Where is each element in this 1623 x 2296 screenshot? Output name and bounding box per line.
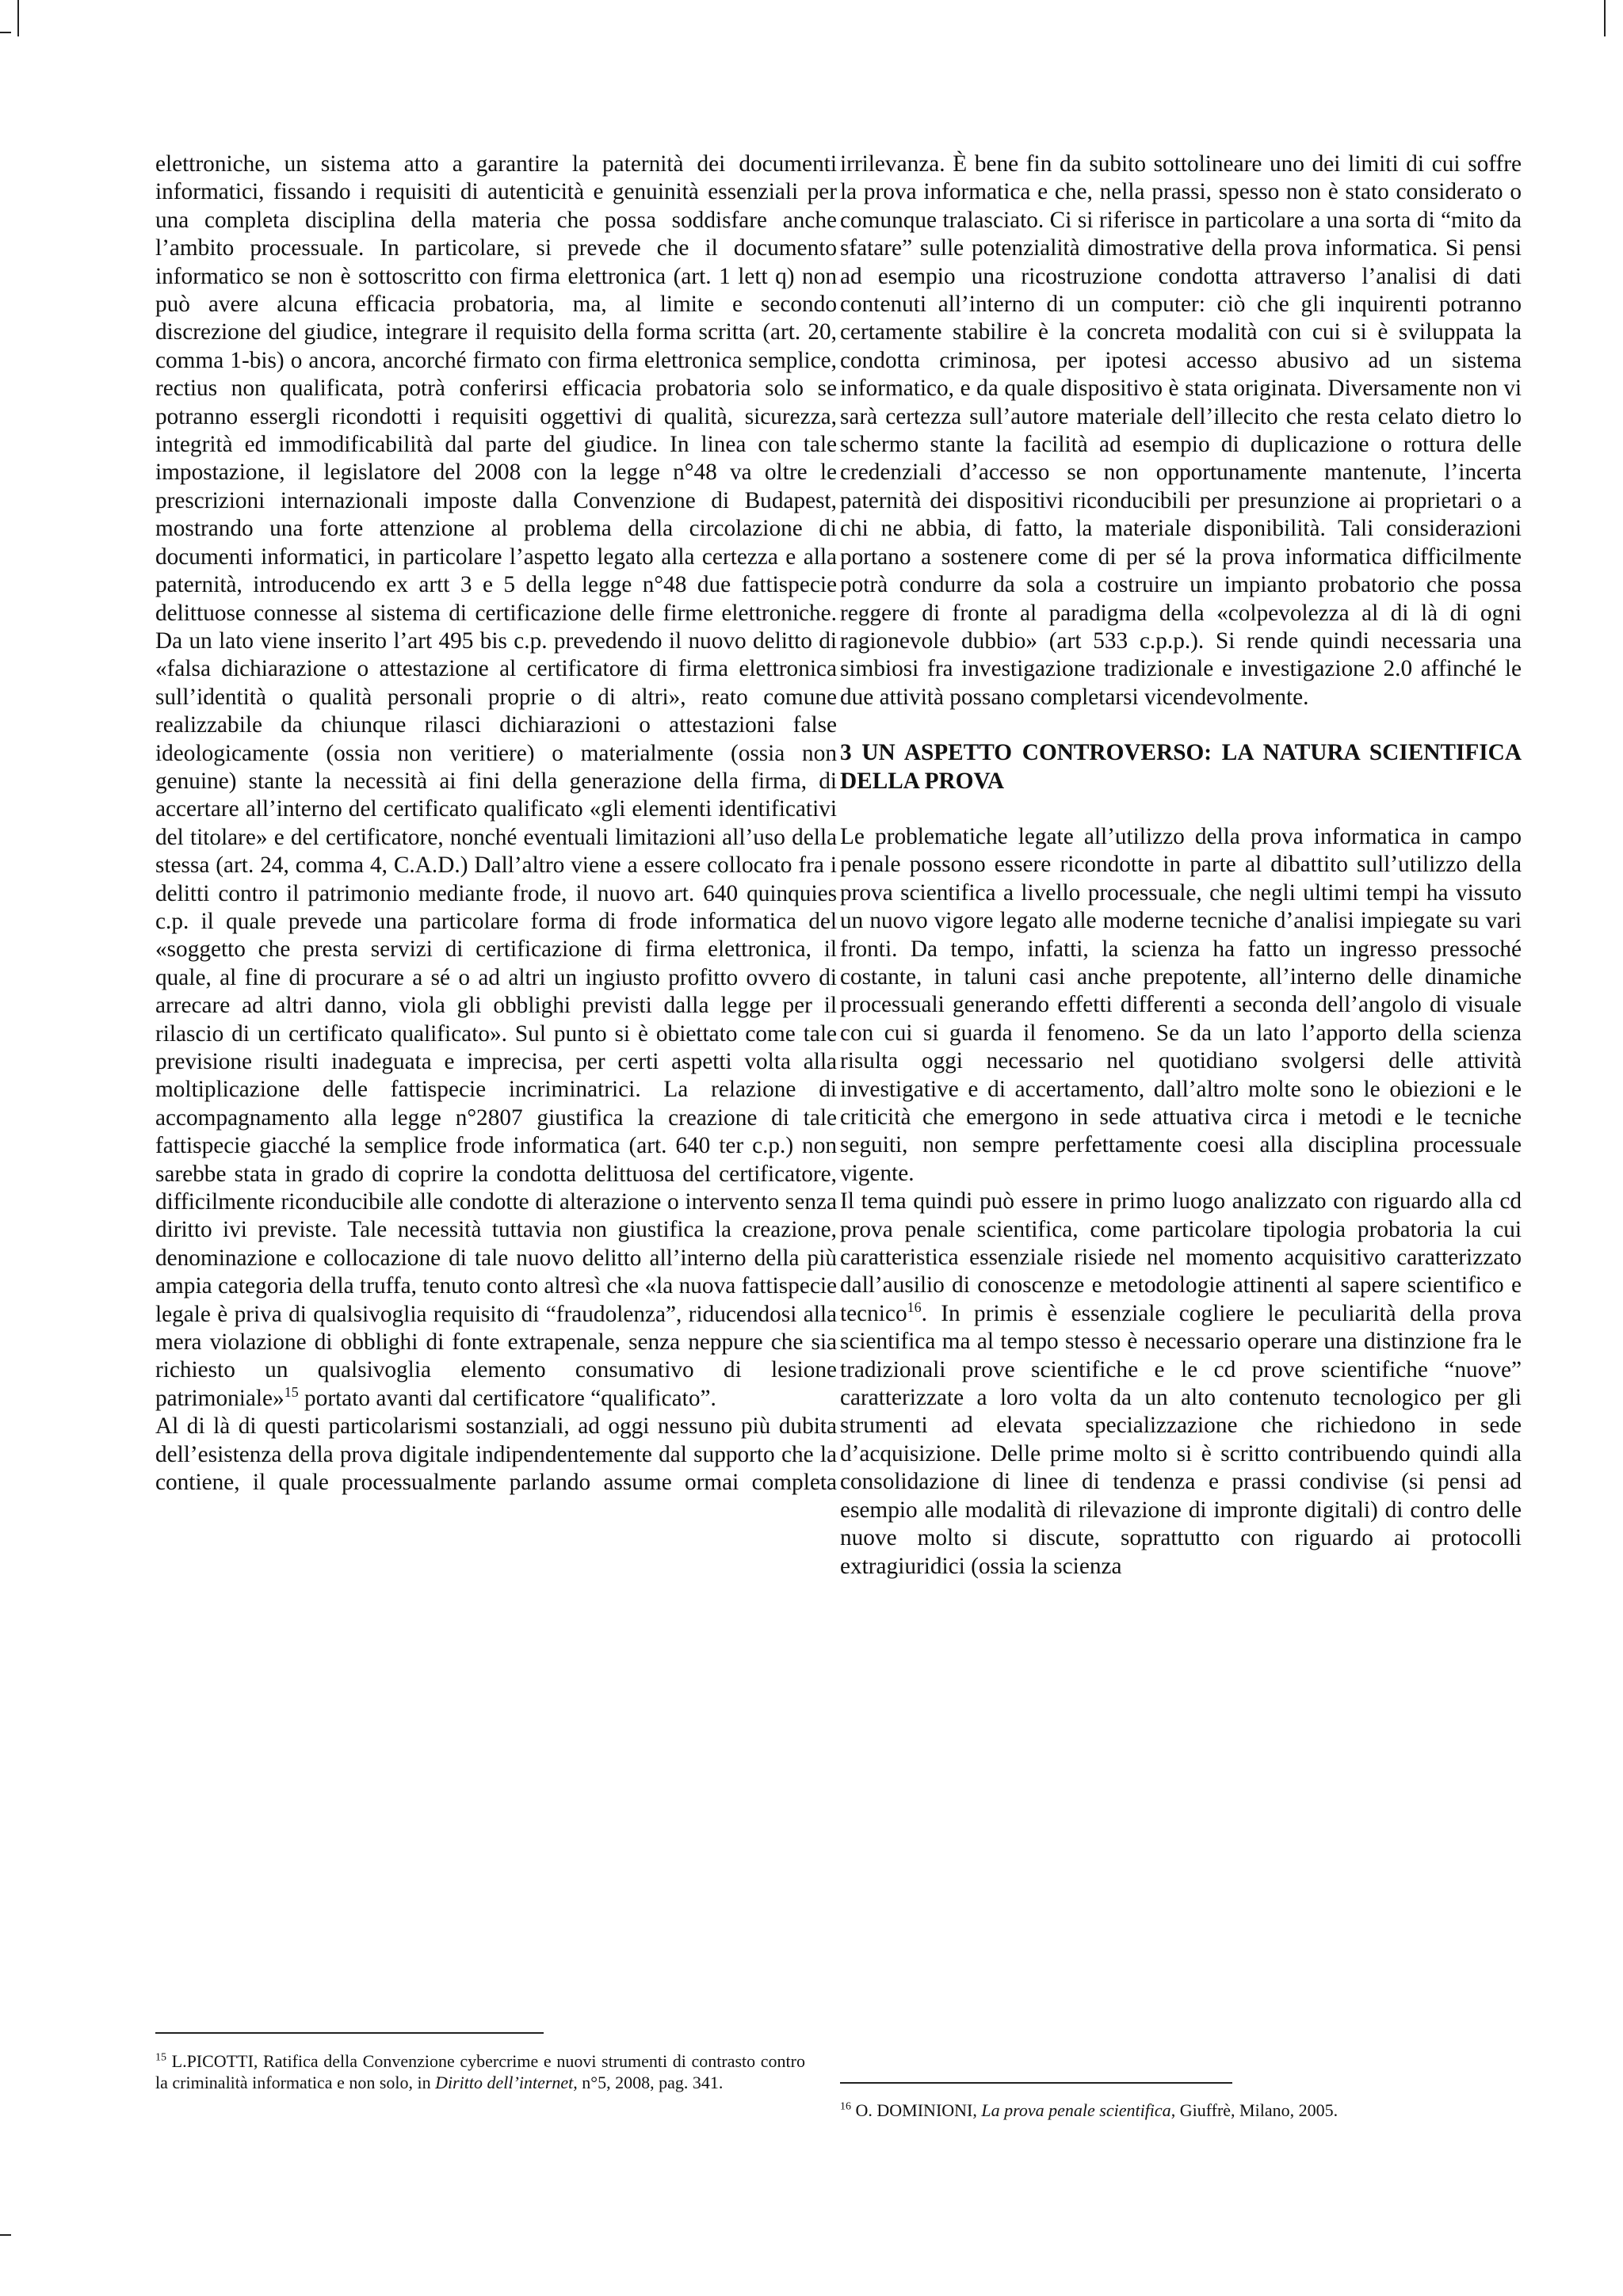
right-paragraph-2: Le problematiche legate all’utilizzo della prova informatica in campo penale possono essere ricondotte in parte al dibattito sull’utilizzo della prova scientifica a livello processuale, che negli ultimi tempi ha vissuto un nuovo vigore legato alle moderne tecniche d’analisi impiegate su vari fronti. Da tempo, infatti, la scienza ha fatto un ingresso pressoché costante, in taluni casi anche prepotente, all’interno delle dinamiche processuali generando effetti differenti a seconda dell’angolo di visuale con cui si guarda il fenomeno. Se da un lato l’apporto della scienza risulta oggi necessario nel quotidiano svolgersi delle attività investigative e di accertamento, dall’altro molte sono le obiezioni e le criticità che emergono in sede attuativa circa i metodi e le tecniche seguiti, non sempre perfettamente coesi alla disciplina processuale vigente. [840, 823, 1522, 1186]
footnote-15: $^{15}$ L.PICOTTI, Ratifica della Convenzione cybercrime e nuovi strumenti di contrasto contro la criminalità informatica e non solo, in Diritto dell’internet, n°5, 2008, pag. 341. [155, 2051, 805, 2092]
left-paragraph-2: Al di là di questi particolarismi sostanziali, ad oggi nessuno più dubita dell’esistenza della prova digitale indipendentemente dal supporto che la contiene, il quale processualmente parlando assume ormai completa [155, 1413, 837, 1496]
footnote-16: $^{16}$ O. DOMINIONI, La prova penale scientifica, Giuffrè, Milano, 2005. [840, 2100, 1338, 2120]
section-heading: 3 UN ASPETTO CONTROVERSO: LA NATURA SCIENTIFICA DELLA PROVA [840, 740, 1522, 794]
crop-mark-top-left [17, 0, 19, 36]
right-paragraph-1: irrilevanza. È bene fin da subito sottolineare uno dei limiti di cui soffre la prova informatica e che, nella prassi, spesso non è stato considerato o comunque tralasciato. Ci si riferisce in particolare a una sorta di “mito da sfatare” sulle potenzialità dimostrative della prova informatica. Si pensi ad esempio una ricostruzione condotta attraverso l’analisi di dati contenuti all’interno di un computer: ciò che gli inquirenti potranno certamente stabilire è la concreta modalità con cui si è sviluppata la condotta criminosa, per ipotesi accesso abusivo ad un sistema informatico, e da quale dispositivo è stata originata. Diversamente non vi sarà certezza sull’autore materiale dell’illecito che resta celato dietro lo schermo stante la facilità ad esempio di duplicazione o rottura delle credenziali d’accesso se non opportunamente mantenute, l’incerta paternità dei dispositivi riconducibili per presunzione ai proprietari o a chi ne abbia, di fatto, la materiale disponibilità. Tali considerazioni portano a sostenere come di per sé la prova informatica difficilmente potrà condurre da sola a costruire un impianto probatorio che possa reggere di fronte al paradigma della «colpevolezza al di là di ogni ragionevole dubbio» (art 533 c.p.p.). Si rende quindi necessaria una simbiosi fra investigazione tradizionale e investigazione 2.0 affinché le due attività possano completarsi vicendevolmente. [840, 151, 1522, 710]
footnote-ref-15[interactable]: 15 [284, 1384, 299, 1401]
footnote-rule-right [840, 2082, 1232, 2084]
crop-mark-top-left-h [0, 32, 11, 33]
footnote-ref-16[interactable]: 16 [907, 1299, 922, 1316]
left-paragraph-1: elettroniche, un sistema atto a garantire la paternità dei documenti informatici, fissando i requisiti di autenticità e genuinità essenziali per una completa disciplina della materia che possa soddisfare anche l’ambito processuale. In particolare, si prevede che il documento informatico se non è sottoscritto con firma elettronica (art. 1 lett q) non può avere alcuna efficacia probatoria, ma, al limite e secondo discrezione del giudice, integrare il requisito della forma scritta (art. 20, comma 1-bis) o ancora, ancorché firmato con firma elettronica semplice, rectius non qualificata, potrà conferirsi efficacia probatoria solo se potranno essergli ricondotti i requisiti oggettivi di qualità, sicurezza, integrità ed immodificabilità dal parte del giudice. In linea con tale impostazione, il legislatore del 2008 con la legge n°48 va oltre le prescrizioni internazionali imposte dalla Convenzione di Budapest, mostrando una forte attenzione al problema della circolazione di documenti informatici, in particolare l’aspetto legato alla certezza e alla paternità, introducendo ex artt 3 e 5 della legge n°48 due fattispecie delittuose connesse al sistema di certificazione delle firme elettroniche. Da un lato viene inserito l’art 495 bis c.p. prevedendo il nuovo delitto di «falsa dichiarazione o attestazione al certificatore di firma elettronica sull’identità o qualità personali proprie o di altri», reato comune realizzabile da chiunque rilasci dichiarazioni o attestazioni false ideologicamente (ossia non veritiere) o materialmente (ossia non genuine) stante la necessità ai fini della generazione della firma, di accertare all’interno del certificato qualificato «gli elementi identificativi del titolare» e del certificatore, nonché eventuali limitazioni all’uso della stessa (art. 24, comma 4, C.A.D.) Dall’altro viene a essere collocato fra i delitti contro il patrimonio mediante frode, il nuovo art. 640 quinquies c.p. il quale prevede una particolare forma di frode informatica del «soggetto che presta servizi di certificazione di firma elettronica, il quale, al fine di procurare a sé o ad altri un ingiusto profitto ovvero di arrecare ad altri danno, viola gli obblighi previsti dalla legge per il rilascio di un certificato qualificato». Sul punto si è obiettato come tale previsione risulti inadeguata e imprecisa, per certi aspetti volta alla moltiplicazione delle fattispecie incriminatrici. La relazione di accompagnamento alla legge n°2807 giustifica la creazione di tale fattispecie giacché la semplice frode informatica (art. 640 ter c.p.) non sarebbe stata in grado di coprire la condotta delittuosa del certificatore, difficilmente riconducibile alle condotte di alterazione o intervento senza diritto ivi previste. Tale necessità tuttavia non giustifica la creazione, denominazione e collocazione di tale nuovo delitto all’interno della più ampia categoria della truffa, tenuto conto altresì che «la nuova fattispecie legale è priva di qualsivoglia requisito di “fraudolenza”, riducendosi alla mera violazione di obblighi di fonte extrapenale, senza neppure che sia richiesto un qualsivoglia elemento consumativo di lesione patrimoniale»$^{15}$ portato avanti dal certificatore “qualificato”. [155, 151, 837, 1411]
footnote-rule-left [155, 2032, 544, 2034]
right-paragraph-3: Il tema quindi può essere in primo luogo analizzato con riguardo alla cd prova penale scientifica, come particolare tipologia probatoria la cui caratteristica essenziale risiede nel momento acquisitivo caratterizzato dall’ausilio di conoscenze e metodologie attinenti al sapere scientifico e tecnico$^{16}$. In primis è essenziale cogliere le peculiarità della prova scientifica ma al tempo stesso è necessario operare una distinzione fra le tradizionali prove scientifiche e le cd prove scientifiche “nuove” caratterizzate a loro volta da un alto contenuto tecnologico per gli strumenti ad elevata specializzazione che richiedono in sede d’acquisizione. Delle prime molto si è scritto contribuendo quindi alla consolidazione di linee di tendenza e prassi condivise (si pensi ad esempio alle modalità di rilevazione di impronte digitali) di contro delle nuove molto si discute, soprattutto con riguardo ai protocolli extragiuridici (ossia la scienza [840, 1188, 1522, 1579]
right-column [840, 151, 1522, 1581]
left-column [155, 151, 837, 1497]
crop-mark-bottom-left [0, 2234, 11, 2236]
crop-mark-top-right [1604, 0, 1606, 36]
